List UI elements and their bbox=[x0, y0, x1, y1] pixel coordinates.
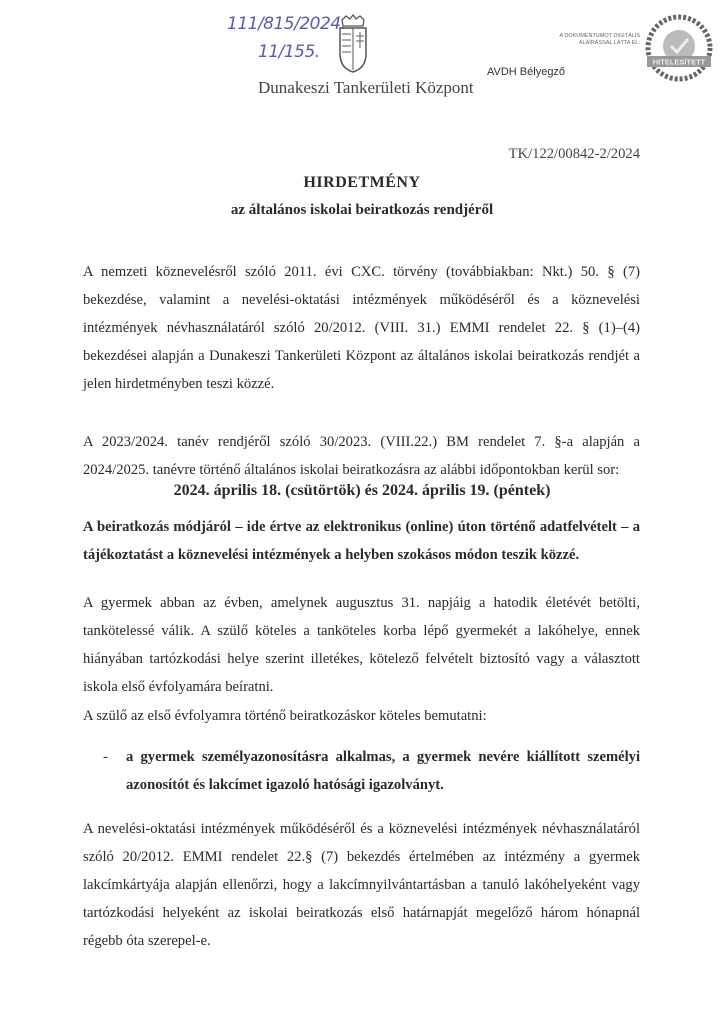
paragraph-required-documents-intro bbox=[83, 702, 640, 730]
text-line: A beiratkozás módjáról – ide értve az elektronikus (online) úton történő adatfelvételt – a bbox=[83, 519, 640, 535]
stamp-note-line1: A DOKUMENTUMOT DIGITÁLIS bbox=[559, 33, 640, 39]
enrollment-dates: 2024. április 18. (csütörtök) és 2024. április 19. (péntek) bbox=[173, 482, 551, 499]
reference-number: TK/122/00842-2/2024 bbox=[508, 146, 640, 162]
bullet-item-id-card bbox=[126, 743, 640, 799]
hungarian-coat-of-arms-icon bbox=[336, 14, 370, 74]
text-line: szóló 20/2012. EMMI rendelet 22.§ (7) bekezdés értelmében az intézmény a gyermek bbox=[83, 849, 640, 865]
seal-band-text: HITELESÍTETT bbox=[652, 57, 706, 67]
text-line: tartózkodási helyeként az iskolai beiratkozás első határnapját megelőző három hónapnál bbox=[83, 905, 640, 921]
bullet-marker: - bbox=[103, 749, 108, 765]
text-line: A nemzeti köznevelésről szóló 2011. évi CXC. törvény (továbbiakban: Nkt.) 50. § (7) bbox=[83, 264, 640, 280]
paragraph-address-check bbox=[83, 815, 640, 955]
paragraph-compulsory-schooling bbox=[83, 589, 640, 701]
handwritten-sub-number: 11/155. bbox=[258, 42, 320, 62]
text-line: A szülő az első évfolyamra történő beiratkozáskor köteles bemutatni: bbox=[83, 708, 487, 724]
text-line: A gyermek abban az évben, amelynek augusztus 31. napjáig a hatodik életévét betölti, bbox=[83, 595, 640, 611]
text-line: régebb óta szerepel-e. bbox=[83, 933, 211, 949]
text-line: lakcímkártyája alapján ellenőrzi, hogy a lakcímnyilvántartásban a tanuló lakóhelyeként vagy bbox=[83, 877, 640, 893]
digital-signature-note bbox=[510, 33, 640, 47]
text-line: a gyermek személyazonosításra alkalmas, a gyermek nevére kiállított személyi bbox=[126, 749, 640, 765]
text-line: intézmények névhasználatáról szóló 20/2012. (VIII. 31.) EMMI rendelet 22. § (1)–(4) bbox=[83, 320, 640, 336]
paragraph-enrollment-method bbox=[83, 513, 640, 569]
text-line: azonosítót és lakcímet igazoló hatósági igazolványt. bbox=[126, 777, 444, 793]
text-line: hiányában tartózkodási helye szerint illetékes, kötelező felvételt biztosító vagy a választott bbox=[83, 651, 640, 667]
text-line: 2024/2025. tanévre történő általános iskolai beiratkozásra az alábbi időpontokban kerül sor: bbox=[83, 462, 620, 478]
text-line: bekezdése, valamint a nevelési-oktatási intézmények működéséről és a köznevelési bbox=[83, 292, 640, 308]
text-line: tankötelessé válik. A szülő köteles a tanköteles korba lépő gyermekét a lakóhelye, ennek bbox=[83, 623, 640, 639]
document-title: HIRDETMÉNY bbox=[303, 174, 421, 191]
text-line: iskola első évfolyamára beíratni. bbox=[83, 679, 274, 695]
organization-name: Dunakeszi Tankerületi Központ bbox=[258, 78, 474, 97]
paragraph-school-year bbox=[83, 428, 640, 484]
text-line: jelen hirdetményben teszi közzé. bbox=[83, 376, 275, 392]
document-subtitle: az általános iskolai beiratkozás rendjéről bbox=[230, 202, 494, 218]
handwritten-registration-number: 111/815/2024. bbox=[227, 14, 346, 34]
avdh-stamp-label: AVDH Bélyegző bbox=[487, 66, 566, 78]
certification-seal-icon bbox=[645, 12, 713, 84]
text-line: A 2023/2024. tanév rendjéről szóló 30/2023. (VIII.22.) BM rendelet 7. §-a alapján a bbox=[83, 434, 640, 450]
stamp-note-line2: ALÁÍRÁSSAL LÁTTA EL: bbox=[578, 40, 640, 46]
text-line: A nevelési-oktatási intézmények működéséről és a köznevelési intézmények névhasználatáról bbox=[83, 821, 640, 837]
paragraph-legal-basis bbox=[83, 258, 640, 398]
text-line: bekezdései alapján a Dunakeszi Tankerületi Központ az általános iskolai beiratkozás rendjét a bbox=[83, 348, 640, 364]
text-line: tájékoztatást a köznevelési intézmények a helyben szokásos módon teszik közzé. bbox=[83, 547, 580, 563]
